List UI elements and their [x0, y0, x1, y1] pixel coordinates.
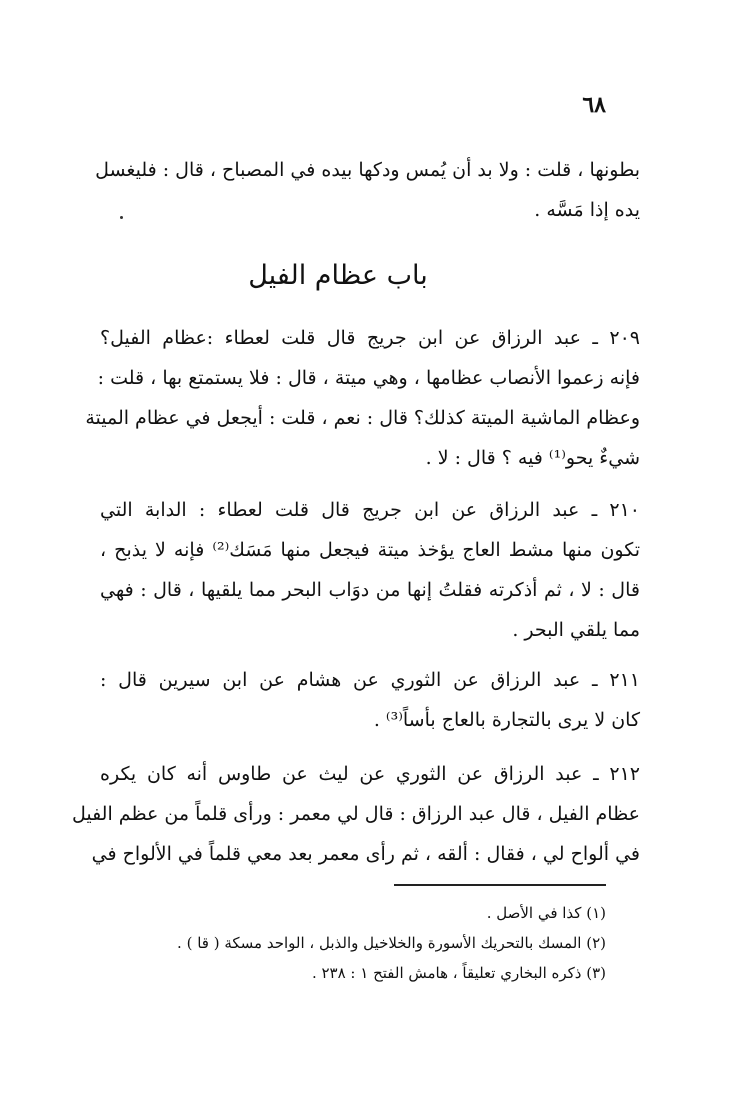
footnotes	[86, 898, 606, 988]
text-line: قال : لا ، ثم أذكرته فقلتُ إنها من دوَاب البحر مما يلقيها ، قال : فهي	[100, 579, 640, 601]
entry-210	[100, 490, 640, 650]
text-line: شيءٌ يحو⁽¹⁾ فيه ؟ قال : لا .	[425, 447, 640, 469]
text-line: مما يلقي البحر .	[512, 619, 640, 641]
entry-209	[85, 318, 640, 478]
text-line: في ألواح لي ، فقال : ألقه ، ثم رأى معمر بعد معي قلماً في الألواح في	[91, 843, 640, 865]
text-line: فإنه زعموا الأنصاب عظامها ، وهي ميتة ، قال : فلا يستمتع بها ، قلت :	[97, 367, 640, 389]
entry-212	[71, 754, 640, 874]
text-line: ٢٠٩ ـ عبد الرزاق عن ابن جريج قال قلت لعطاء :عظام الفيل؟	[100, 327, 640, 349]
text-line: ٢١١ ـ عبد الرزاق عن الثوري عن هشام عن ابن سيرين قال :	[100, 669, 640, 691]
text-line: تكون منها مشط العاج يؤخذ ميتة فيجعل منها مَسَك⁽²⁾ فإنه لا يذبح ،	[100, 539, 640, 561]
chapter-title: باب عظام الفيل	[248, 260, 428, 291]
text-line: ٢١٠ ـ عبد الرزاق عن ابن جريج قال قلت لعطاء : الدابة التي	[100, 499, 640, 521]
footnote-3: (٣) ذكره البخاري تعليقاً ، هامش الفتح ١ : ٢٣٨ .	[311, 964, 606, 982]
footnote-divider	[394, 884, 606, 886]
intro-paragraph	[95, 150, 640, 230]
text-line: كان لا يرى بالتجارة بالعاج بأساً⁽³⁾ .	[373, 709, 640, 731]
footnote-1: (١) كذا في الأصل .	[486, 904, 606, 922]
footnote-2: (٢) المسك بالتحريك الأسورة والخلاخيل والذبل ، الواحد مسكة ( قا ) .	[177, 934, 606, 952]
text-line: عظام الفيل ، قال عبد الرزاق : قال لي معمر : ورأى قلماً من عظم الفيل	[71, 803, 640, 825]
text-line: يده إذا مَسَّه .	[534, 199, 640, 221]
page-number: ٦٨	[582, 92, 606, 118]
text-line: وعظام الماشية الميتة كذلك؟ قال : نعم ، قلت : أيجعل في عظام الميتة	[85, 407, 640, 429]
text-line: بطونها ، قلت : ولا بد أن يُمس ودكها بيده في المصباح ، قال : فليغسل	[95, 159, 640, 181]
entry-211	[100, 660, 640, 740]
text-line: ٢١٢ ـ عبد الرزاق عن الثوري عن ليث عن طاوس أنه كان يكره	[100, 763, 640, 785]
stray-dot	[120, 216, 123, 219]
